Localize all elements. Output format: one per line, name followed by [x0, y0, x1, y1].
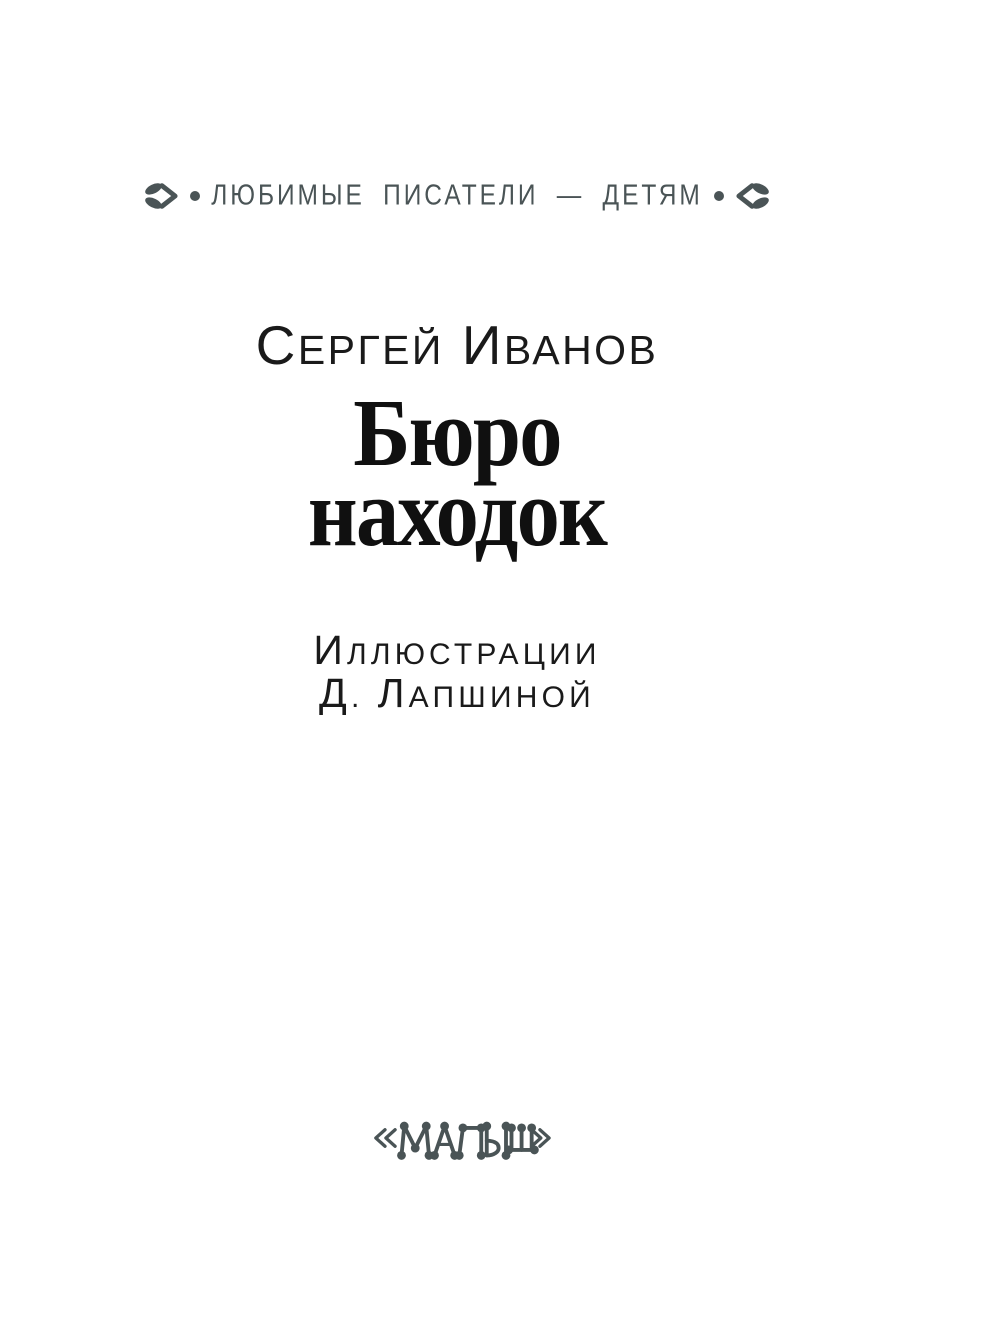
credit-line2-seg2 [377, 670, 595, 716]
author-word1-rest: ЕРГЕЙ [297, 327, 444, 373]
author-word2-rest: ВАНОВ [503, 327, 659, 373]
bullet-dot-icon [714, 191, 724, 201]
bullet-dot-icon [190, 191, 200, 201]
credit-line1-initial: И [313, 627, 347, 673]
leaf-arrow-left-icon [735, 180, 771, 212]
credit-line2-seg1-rest: . [351, 681, 364, 714]
book-title-line2: находок [307, 459, 607, 566]
credit-line1-rest: ЛЛЮСТРАЦИИ [347, 638, 601, 671]
author-word1-initial: С [255, 314, 298, 376]
illustration-credit-line1 [0, 627, 914, 673]
illustration-credit-line2 [0, 670, 914, 716]
leaf-arrow-right-icon [143, 180, 179, 212]
credit-line2-seg1-initial: Д [319, 670, 352, 716]
series-title: ЛЮБИМЫЕ ПИСАТЕЛИ — ДЕТЯМ [211, 179, 703, 212]
credit-line2-seg2-initial: Л [377, 670, 409, 716]
author-word2-initial: И [461, 314, 504, 376]
author-name [0, 314, 914, 376]
credit-line2-seg1 [319, 670, 364, 716]
credit-line2-seg2-rest: АПШИНОЙ [408, 681, 595, 714]
malysh-logo-icon [370, 1116, 554, 1160]
author-word1 [255, 314, 444, 376]
author-word2 [461, 314, 659, 376]
book-title-line1: Бюро [353, 379, 561, 486]
publisher-logo [370, 1116, 554, 1160]
series-banner [0, 176, 914, 216]
